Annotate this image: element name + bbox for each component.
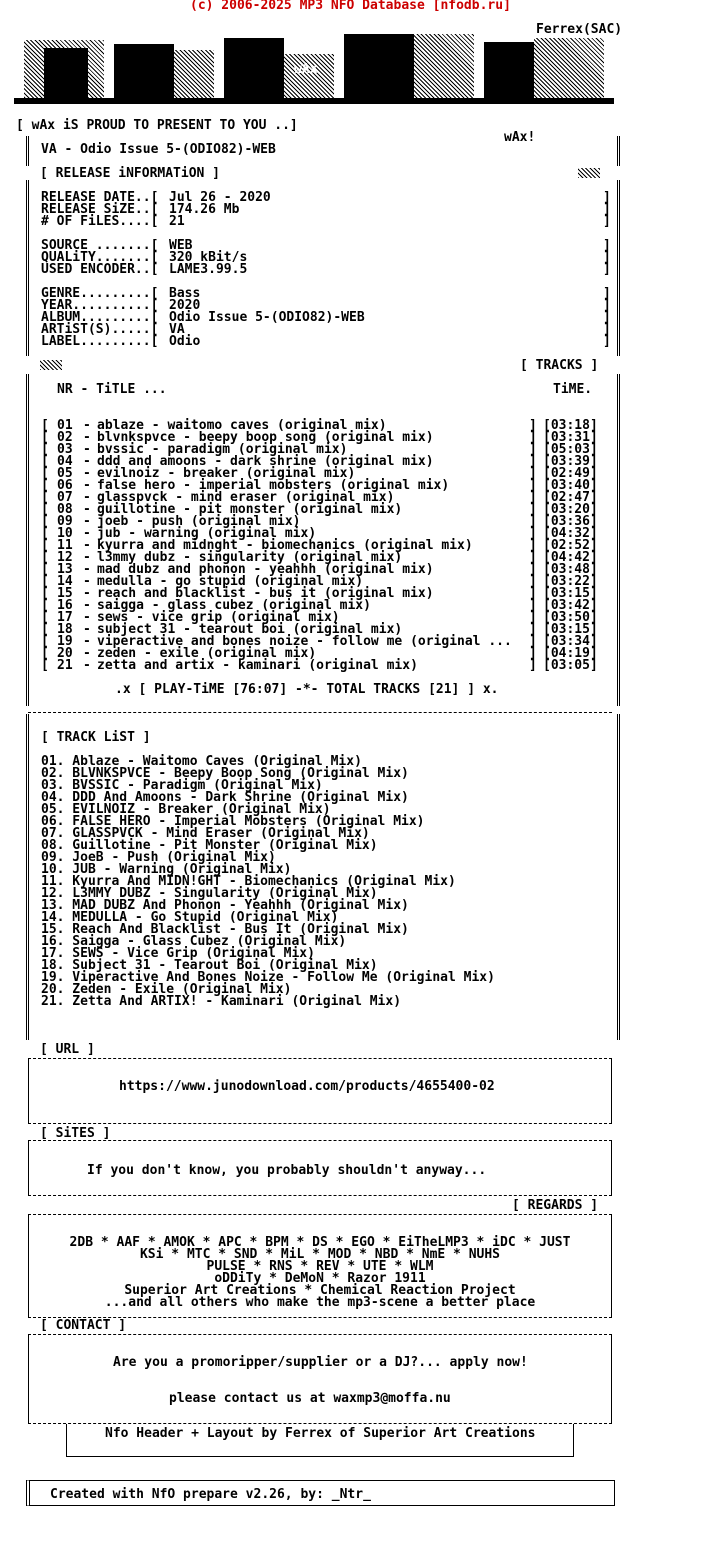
track-open-bracket: [	[41, 430, 49, 445]
track-title: ablaze - waitomo caves (original mix)	[97, 418, 387, 433]
track-time: [02:52]	[543, 538, 598, 553]
track-open-bracket: [	[41, 574, 49, 589]
release-info-label-text: GENRE.........[	[41, 286, 159, 301]
tracklist-label: [ TRACK LiST ]	[41, 730, 151, 745]
track-title: l3mmy dubz - singularity (original mix)	[97, 550, 403, 565]
release-info-bracket: ]	[603, 322, 611, 337]
url-box	[28, 1058, 612, 1124]
track-nr: 07	[57, 490, 73, 505]
release-info-bracket: ]	[603, 262, 611, 277]
track-nr: 06	[57, 478, 73, 493]
track-time: [03:34]	[543, 634, 598, 649]
track-title: zeden - exile (original mix)	[97, 646, 317, 661]
url-link[interactable]: https://www.junodownload.com/products/4655400-02	[119, 1079, 495, 1094]
track-dash: -	[83, 610, 91, 625]
track-close-bracket: ]	[529, 574, 537, 589]
track-open-bracket: [	[41, 538, 49, 553]
tracklist-item: 06. FALSE HERO - Imperial Mobsters (Original Mix)	[41, 814, 425, 829]
track-nr: 12	[57, 550, 73, 565]
release-info-bracket: ]	[603, 310, 611, 325]
tracklist-item: 12. L3MMY DUBZ - Singularity (Original Mix)	[41, 886, 378, 901]
track-close-bracket: ]	[529, 634, 537, 649]
track-dash: -	[83, 598, 91, 613]
credit-text: Nfo Header + Layout by Ferrex of Superior Art Creations	[105, 1426, 536, 1441]
tracklist-item: 01. Ablaze - Waitomo Caves (Original Mix)	[41, 754, 362, 769]
release-info-row	[41, 216, 611, 228]
track-title: evilnoiz - breaker (original mix)	[97, 466, 356, 481]
track-nr: 16	[57, 598, 73, 613]
tracklist-item: 21. Zetta And ARTIX! - Kaminari (Original Mix)	[41, 994, 402, 1009]
track-open-bracket: [	[41, 658, 49, 673]
track-dash: -	[83, 550, 91, 565]
release-info-bracket: ]	[603, 334, 611, 349]
track-dash: -	[83, 634, 91, 649]
track-nr: 17	[57, 610, 73, 625]
contact-box	[28, 1334, 612, 1424]
track-close-bracket: ]	[529, 562, 537, 577]
track-time: [03:40]	[543, 478, 598, 493]
track-time: [04:19]	[543, 646, 598, 661]
track-dash: -	[83, 418, 91, 433]
release-info-value: VA	[169, 322, 185, 337]
track-close-bracket: ]	[529, 430, 537, 445]
track-time: [03:50]	[543, 610, 598, 625]
release-info-label-text: # OF FiLES....[	[41, 214, 159, 229]
track-open-bracket: [	[41, 478, 49, 493]
contact-email[interactable]: please contact us at waxmp3@moffa.nu	[169, 1391, 451, 1406]
track-dash: -	[83, 526, 91, 541]
track-time: [03:15]	[543, 622, 598, 637]
track-title: zetta and artix - kaminari (original mix)	[97, 658, 418, 673]
track-title: joeb - push (original mix)	[97, 514, 301, 529]
track-title: bvssic - paradigm (original mix)	[97, 442, 348, 457]
contact-label: [ CONTACT ]	[40, 1318, 127, 1333]
copyright-line: (c) 2006-2025 MP3 NFO Database [nfodb.ru]	[190, 0, 511, 13]
sites-text: If you don't know, you probably shouldn't anyway...	[87, 1163, 487, 1178]
track-nr: 03	[57, 442, 73, 457]
release-info-value: 21	[169, 214, 185, 229]
track-open-bracket: [	[41, 502, 49, 517]
track-dash: -	[83, 478, 91, 493]
track-title: reach and blacklist - bus it (original mix)	[97, 586, 434, 601]
release-info-value: Jul 26 - 2020	[169, 190, 271, 205]
track-close-bracket: ]	[529, 622, 537, 637]
track-dash: -	[83, 502, 91, 517]
track-title: glasspvck - mind eraser (original mix)	[97, 490, 395, 505]
track-time: [02:47]	[543, 490, 598, 505]
track-time: [02:49]	[543, 466, 598, 481]
track-open-bracket: [	[41, 634, 49, 649]
sites-label: [ SiTES ]	[40, 1126, 111, 1141]
tracklist-box	[26, 714, 620, 1040]
regards-line: PULSE * RNS * REV * UTE * WLM	[206, 1259, 434, 1274]
track-title: sews - vice grip (original mix)	[97, 610, 340, 625]
track-time: [03:22]	[543, 574, 598, 589]
track-time: [04:32]	[543, 526, 598, 541]
regards-line: ...and all others who make the mp3-scene a better place	[104, 1295, 536, 1310]
tracklist-item: 20. Zeden - Exile (Original Mix)	[41, 982, 292, 997]
created-text: Created with NfO prepare v2.26, by: _Ntr_	[50, 1487, 371, 1502]
track-nr: 21	[57, 658, 73, 673]
track-title: jub - warning (original mix)	[97, 526, 317, 541]
tracklist-item: 13. MAD DUBZ And Phonon - Yeahhh (Original Mix)	[41, 898, 409, 913]
tracklist-item: 07. GLASSPVCK - Mind Eraser (Original Mix)	[41, 826, 370, 841]
track-title: viperactive and bones noize - follow me (original ...	[97, 634, 512, 649]
track-time: [03:05]	[543, 658, 598, 673]
track-title: subject 31 - tearout boi (original mix)	[97, 622, 403, 637]
dither-block	[40, 360, 62, 370]
tracklist-item: 02. BLVNKSPVCE - Beepy Boop Song (Original Mix)	[41, 766, 409, 781]
track-time: [03:36]	[543, 514, 598, 529]
release-info-value: WEB	[169, 238, 193, 253]
release-info-value: Odio	[169, 334, 201, 349]
track-open-bracket: [	[41, 490, 49, 505]
release-info-bracket: ]	[603, 238, 611, 253]
release-info-bracket: ]	[603, 298, 611, 313]
track-open-bracket: [	[41, 418, 49, 433]
release-info-value: 2020	[169, 298, 201, 313]
track-close-bracket: ]	[529, 502, 537, 517]
track-title: kyurra and midnght - biomechanics (original mix)	[97, 538, 473, 553]
track-nr: 15	[57, 586, 73, 601]
track-open-bracket: [	[41, 442, 49, 457]
track-close-bracket: ]	[529, 610, 537, 625]
contact-line-1: Are you a promoripper/supplier or a DJ?... apply now!	[113, 1355, 528, 1370]
regards-box	[28, 1214, 612, 1318]
track-time: [03:48]	[543, 562, 598, 577]
track-close-bracket: ]	[529, 646, 537, 661]
release-info-value: Bass	[169, 286, 201, 301]
created-box	[26, 1480, 615, 1506]
track-close-bracket: ]	[529, 478, 537, 493]
track-open-bracket: [	[41, 610, 49, 625]
release-info-bracket: ]	[603, 202, 611, 217]
release-info-row	[41, 336, 611, 348]
track-nr: 05	[57, 466, 73, 481]
release-info-row	[41, 264, 611, 276]
track-open-bracket: [	[41, 586, 49, 601]
track-title: medulla - go stupid (original mix)	[97, 574, 364, 589]
track-close-bracket: ]	[529, 418, 537, 433]
release-info-label-text: RELEASE SiZE..[	[41, 202, 159, 217]
track-dash: -	[83, 586, 91, 601]
release-info-bracket: ]	[603, 190, 611, 205]
regards-line: oDDiTy * DeMoN * Razor 1911	[214, 1271, 426, 1286]
track-time: [05:03]	[543, 442, 598, 457]
track-open-bracket: [	[41, 526, 49, 541]
tracklist-item: 03. BVSSIC - Paradigm (Original Mix)	[41, 778, 323, 793]
tracks-section-label: [ TRACKS ]	[520, 358, 599, 373]
track-time: [03:39]	[543, 454, 598, 469]
track-close-bracket: ]	[529, 586, 537, 601]
release-info-label: [ RELEASE iNFORMATiON ]	[40, 166, 221, 181]
track-open-bracket: [	[41, 622, 49, 637]
track-nr: 10	[57, 526, 73, 541]
track-open-bracket: [	[41, 466, 49, 481]
regards-line: Superior Art Creations * Chemical Reaction Project	[124, 1283, 516, 1298]
col-nr-title: NR - TiTLE ...	[57, 382, 167, 397]
tracklist-item: 05. EVILNOIZ - Breaker (Original Mix)	[41, 802, 331, 817]
tracks-summary: .x [ PLAY-TiME [76:07] -*- TOTAL TRACKS [21] ] x.	[115, 682, 499, 697]
track-close-bracket: ]	[529, 598, 537, 613]
track-close-bracket: ]	[529, 490, 537, 505]
track-dash: -	[83, 430, 91, 445]
tracklist-item: 09. JoeB - Push (Original Mix)	[41, 850, 276, 865]
track-open-bracket: [	[41, 598, 49, 613]
artist-tag: Ferrex(SAC)	[536, 22, 623, 37]
release-info-label-text: LABEL.........[	[41, 334, 159, 349]
track-nr: 14	[57, 574, 73, 589]
track-close-bracket: ]	[529, 442, 537, 457]
track-dash: -	[83, 454, 91, 469]
release-info-bracket: ]	[603, 214, 611, 229]
tracklist-item: 15. Reach And Blacklist - Bus It (Original Mix)	[41, 922, 409, 937]
release-info-value: 320 kBit/s	[169, 250, 248, 265]
sites-box	[28, 1140, 612, 1196]
track-time: [04:42]	[543, 550, 598, 565]
track-close-bracket: ]	[529, 466, 537, 481]
track-time: [03:15]	[543, 586, 598, 601]
release-info-label-text: RELEASE DATE..[	[41, 190, 159, 205]
release-info-bracket: ]	[603, 250, 611, 265]
track-time: [03:31]	[543, 430, 598, 445]
track-dash: -	[83, 442, 91, 457]
track-open-bracket: [	[41, 454, 49, 469]
release-info-bracket: ]	[603, 286, 611, 301]
tracklist-item: 19. Viperactive And Bones Noize - Follow Me (Original Mix)	[41, 970, 495, 985]
track-dash: -	[83, 514, 91, 529]
release-info-label-text: USED ENCODER..[	[41, 262, 159, 277]
release-info-label-text: YEAR..........[	[41, 298, 159, 313]
track-title: mad dubz and phonon - yeahhh (original mix)	[97, 562, 434, 577]
track-dash: -	[83, 574, 91, 589]
tracklist-item: 17. SEWS - Vice Grip (Original Mix)	[41, 946, 315, 961]
track-dash: -	[83, 622, 91, 637]
track-time: [03:20]	[543, 502, 598, 517]
track-dash: -	[83, 490, 91, 505]
release-title-box	[26, 136, 620, 166]
release-info-box	[26, 180, 620, 356]
track-dash: -	[83, 466, 91, 481]
track-close-bracket: ]	[529, 550, 537, 565]
tracklist-item: 10. JUB - Warning (Original Mix)	[41, 862, 292, 877]
track-close-bracket: ]	[529, 526, 537, 541]
tracklist-item: 08. Guillotine - Pit Monster (Original Mix)	[41, 838, 378, 853]
track-open-bracket: [	[41, 646, 49, 661]
track-nr: 08	[57, 502, 73, 517]
logo-text: wAx	[294, 62, 318, 77]
release-info-label-text: ALBUM.........[	[41, 310, 159, 325]
regards-line: KSi * MTC * SND * MiL * MOD * NBD * NmE * NUHS	[139, 1247, 501, 1262]
track-nr: 02	[57, 430, 73, 445]
release-info-label-text: ARTiST(S).....[	[41, 322, 159, 337]
release-info-value: Odio Issue 5-(ODIO82)-WEB	[169, 310, 365, 325]
regards-label: [ REGARDS ]	[512, 1198, 599, 1213]
release-info-label-text: SOURCE .......[	[41, 238, 159, 253]
track-open-bracket: [	[41, 514, 49, 529]
release-info-value: 174.26 Mb	[169, 202, 240, 217]
release-info-label-text: QUALiTY.......[	[41, 250, 159, 265]
track-open-bracket: [	[41, 562, 49, 577]
col-time: TiME.	[553, 382, 593, 397]
track-dash: -	[83, 658, 91, 673]
track-title: guillotine - pit monster (original mix)	[97, 502, 403, 517]
track-row	[41, 660, 611, 672]
track-close-bracket: ]	[529, 538, 537, 553]
release-title: VA - Odio Issue 5-(ODIO82)-WEB	[41, 142, 276, 157]
tracklist-item: 18. Subject 31 - Tearout Boi (Original Mix)	[41, 958, 378, 973]
credit-box	[66, 1424, 574, 1457]
track-title: false hero - imperial mobsters (original mix)	[97, 478, 450, 493]
track-nr: 09	[57, 514, 73, 529]
track-close-bracket: ]	[529, 514, 537, 529]
track-dash: -	[83, 538, 91, 553]
track-nr: 01	[57, 418, 73, 433]
track-nr: 20	[57, 646, 73, 661]
tracklist-item: 11. Kyurra And MIDN!GHT - Biomechanics (Original Mix)	[41, 874, 456, 889]
url-label: [ URL ]	[40, 1042, 95, 1057]
track-nr: 11	[57, 538, 73, 553]
track-title: ddd and amoons - dark shrine (original mix)	[97, 454, 434, 469]
wax-tag: wAx!	[504, 130, 536, 145]
tracklist-item: 16. Saigga - Glass Cubez (Original Mix)	[41, 934, 347, 949]
tracklist-item: 14. MEDULLA - Go Stupid (Original Mix)	[41, 910, 339, 925]
dither-block	[578, 168, 600, 178]
track-open-bracket: [	[41, 550, 49, 565]
track-title: blvnkspvce - beepy boop song (original mix)	[97, 430, 434, 445]
wax-logo	[14, 34, 614, 114]
tracks-header-box	[26, 374, 620, 398]
tracks-box	[26, 398, 620, 706]
track-time: [03:18]	[543, 418, 598, 433]
track-dash: -	[83, 562, 91, 577]
regards-line: 2DB * AAF * AMOK * APC * BPM * DS * EGO * EiTheLMP3 * iDC * JUST	[69, 1235, 571, 1250]
track-nr: 18	[57, 622, 73, 637]
release-info-value: LAME3.99.5	[169, 262, 248, 277]
tracklist-item: 04. DDD And Amoons - Dark Shrine (Original Mix)	[41, 790, 409, 805]
track-time: [03:42]	[543, 598, 598, 613]
track-close-bracket: ]	[529, 658, 537, 673]
track-nr: 19	[57, 634, 73, 649]
track-nr: 04	[57, 454, 73, 469]
proud-line: [ wAx iS PROUD TO PRESENT TO YOU ..]	[16, 118, 298, 133]
track-nr: 13	[57, 562, 73, 577]
track-title: saigga - glass cubez (original mix)	[97, 598, 371, 613]
track-dash: -	[83, 646, 91, 661]
track-close-bracket: ]	[529, 454, 537, 469]
